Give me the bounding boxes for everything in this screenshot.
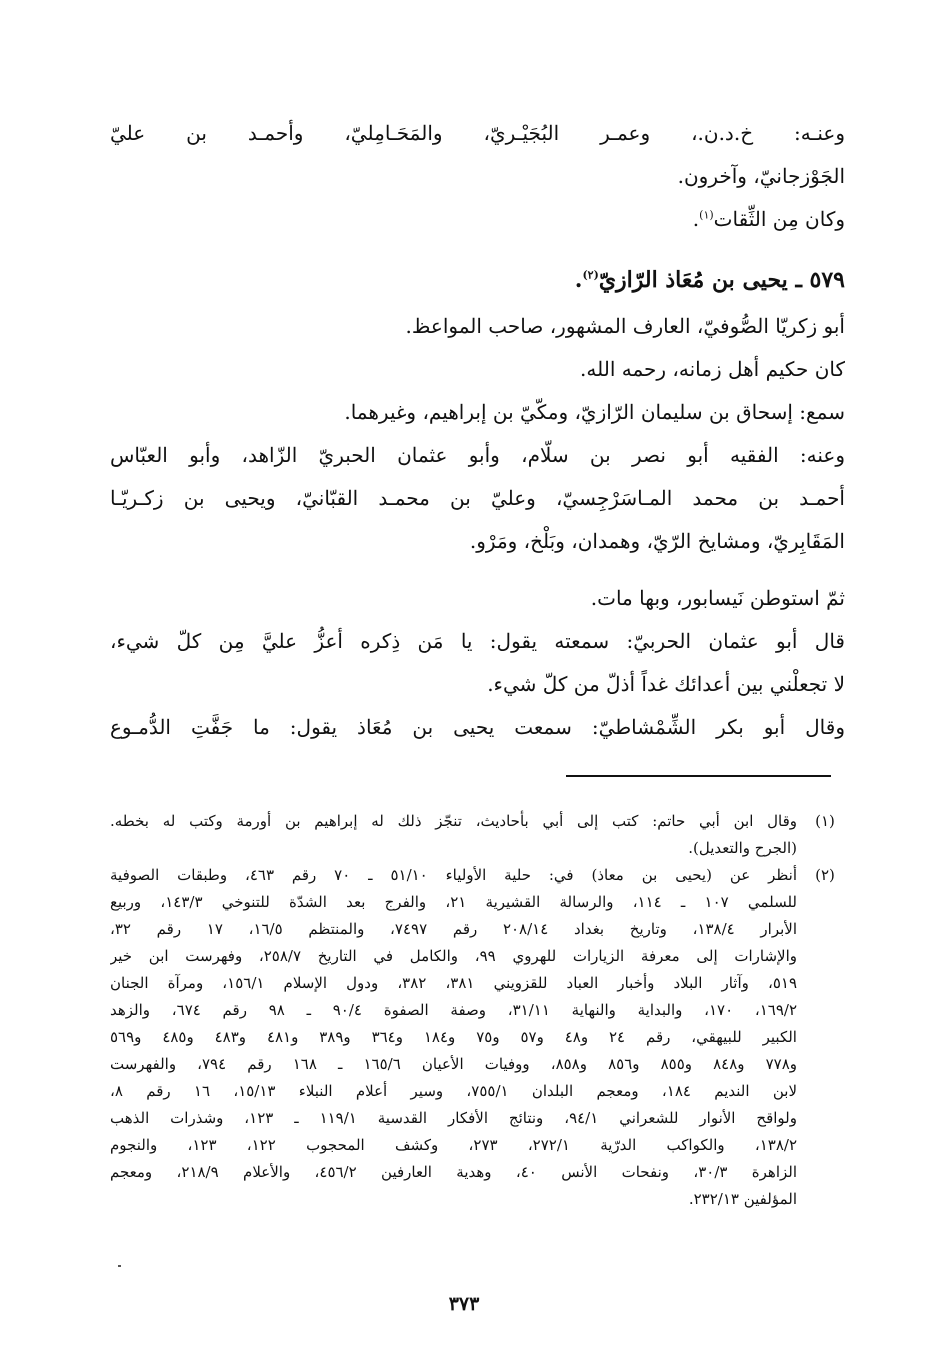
- footnote-1: [110, 808, 845, 862]
- footnote-line: ولواقح الأنوار للشعراني ٩٤/١، ونتائج الأفكار القدسية ١١٩/١ ـ ١٢٣، وشذرات الذهب: [110, 1109, 797, 1127]
- footnote-line: لابن النديم ١٨٤، ومعجم البلدان ٧٥٥/١، وسير أعلام النبلاء ١٥/١٣، ١٦ رقم ٨،: [110, 1082, 797, 1100]
- text-line: سمع: إسحاق بن سليمان الرّازيّ، ومكّيّ بن إبراهيم، وغيرهما.: [344, 400, 845, 424]
- text-line: أحمـد بن محمد المـاسَرْجِسيّ، وعليّ بن محمـد القبّانيّ، ويحيى بن زكـريّـا: [110, 486, 845, 510]
- text-line: [110, 198, 845, 241]
- entry-tail: .: [574, 267, 583, 293]
- footnote-2: [110, 862, 845, 1213]
- footnote-line: للسلمي ١٠٧ ـ ١١٤، والرسالة القشيرية ٢١، والفرج بعد الشدّة للتنوخي ١٤٣/٣، وربيع: [110, 893, 797, 911]
- footnote-line: الزاهرة ٣٠/٣، ونفحات الأنس ٤٠، وهدية العارفين ٤٥٦/٢، والأعلام ٢١٨/٩، ومعجم: [110, 1163, 797, 1181]
- footnote-line: وقال ابن أبي حاتم: كتب إلى أبي بأحاديث، تنجّز ذلك له إبراهيم بن أورمة وكتب له بخطه.: [110, 812, 797, 830]
- footnote-line: و٧٧٨ و٨٤٨ و٨٥٥ و٨٥٦ و٨٥٨، ووفيات الأعيان ١٦٥/٦ ـ ١٦٨ رقم ٧٩٤، والفهرست: [110, 1055, 797, 1073]
- main-text: [110, 112, 845, 749]
- entry-heading: [110, 255, 845, 305]
- text-line: الجَوْزجانيّ، وآخرون.: [677, 164, 845, 188]
- footnote-line: المؤلفين ٢٣٢/١٣.: [688, 1190, 797, 1208]
- footnote-line: الأبرار ١٣٨/٤، وتاريخ بغداد ٢٠٨/١٤ رقم ٧٤٩٧، والمنتظم ١٦/٥، ١٧ رقم ٣٢،: [110, 920, 797, 938]
- text-line: وعنـه: خ.د.ن.، وعمـر البُجَيْـريّ، والمَحَـامِليّ، وأحمـد بن عليّ: [110, 121, 845, 145]
- footnote-line: أنظر عن (يحيى بن معاذ) في: حلية الأولياء ٥١/١٠ ـ ٧٠ رقم ٤٦٣، وطبقات الصوفية: [110, 866, 797, 884]
- footnotes: [110, 808, 845, 1213]
- text-line: وقال أبو بكر الشِّمْشاطيّ: سمعت يحيى بن مُعَاذ يقول: ما جَفَّتِ الدُّمـوع: [110, 715, 845, 739]
- spacer: [110, 563, 845, 577]
- footnote-ref[interactable]: (١): [699, 208, 714, 222]
- text-line: أبو زكريّا الصُّوفيّ، العارف المشهور، صاحب المواعظ.: [405, 314, 845, 338]
- footnote-line: الكبير للبيهقي، رقم ٢٤ و٤٨ و٥٧ و٧٥ و١٨٤ و٣٦٤ و٣٨٩ و٤٨١ و٤٨٣ و٤٨٥ و٥٦٩: [110, 1028, 797, 1046]
- line-tail: .: [692, 207, 700, 231]
- footnote-line: (الجرح والتعديل).: [688, 839, 797, 857]
- footnote-separator: [566, 775, 831, 777]
- entry-dash: ـ: [787, 267, 810, 293]
- spacer: [110, 241, 845, 255]
- text-line: كان حكيم أهل زمانه، رحمه الله.: [580, 357, 845, 381]
- text-line: وعنه: الفقيه أبو نصر بن سلّام، وأبو عثمان الحبريّ الزّاهد، وأبو العبّاس: [110, 443, 845, 467]
- footnote-line: ١٣٨/٢، والكواكب الدرّية ٢٧٢/١، ٢٧٣، وكشف المحجوب ١٢٢، ١٢٣، والنجوم: [110, 1136, 797, 1154]
- text-line: لا تجعلْني بين أعدائك غداً أذلّ من كلّ شيء.: [487, 672, 845, 696]
- text-line: المَقَابِريّ، ومشايخ الرّيّ، وهمدان، وبَلْخ، ومَرْو.: [469, 529, 845, 553]
- text-line: ثمّ استوطن نَيسابور، وبها مات.: [590, 586, 845, 610]
- margin-mark: [118, 1265, 121, 1267]
- line-text: وكان مِن الثِّقات: [713, 207, 845, 231]
- entry-name: يحيى بن مُعَاذ الرّازيّ: [598, 267, 788, 293]
- footnote-line: ٥١٩، وآثار البلاد وأخبار العباد للقزويني ٣٨١، ٣٨٢، ودول الإسلام ١٥٦/١، ومرآة الجنان: [110, 974, 797, 992]
- footnote-line: ١٦٩/٢، ١٧٠، والبداية والنهاية ٣١/١١، وصفة الصفوة ٩٠/٤ ـ ٩٨ رقم ٦٧٤، والزهد: [110, 1001, 797, 1019]
- page-number: ٣٧٣: [448, 1293, 480, 1315]
- footnote-number: (٢): [815, 866, 835, 884]
- entry-number: ٥٧٩: [809, 267, 845, 293]
- text-line: قال أبو عثمان الحربيّ: سمعته يقول: يا مَن ذِكره أعزُّ عليَّ مِن كلّ شيء،: [110, 629, 845, 653]
- footnote-line: والإشارات إلى معرفة الزيارات للهروي ٩٩، والكامل في التاريخ ٢٥٨/٧، وفهرست ابن خير: [110, 947, 797, 965]
- footnote-number: (١): [815, 812, 835, 830]
- footnote-ref[interactable]: (٢): [582, 268, 599, 282]
